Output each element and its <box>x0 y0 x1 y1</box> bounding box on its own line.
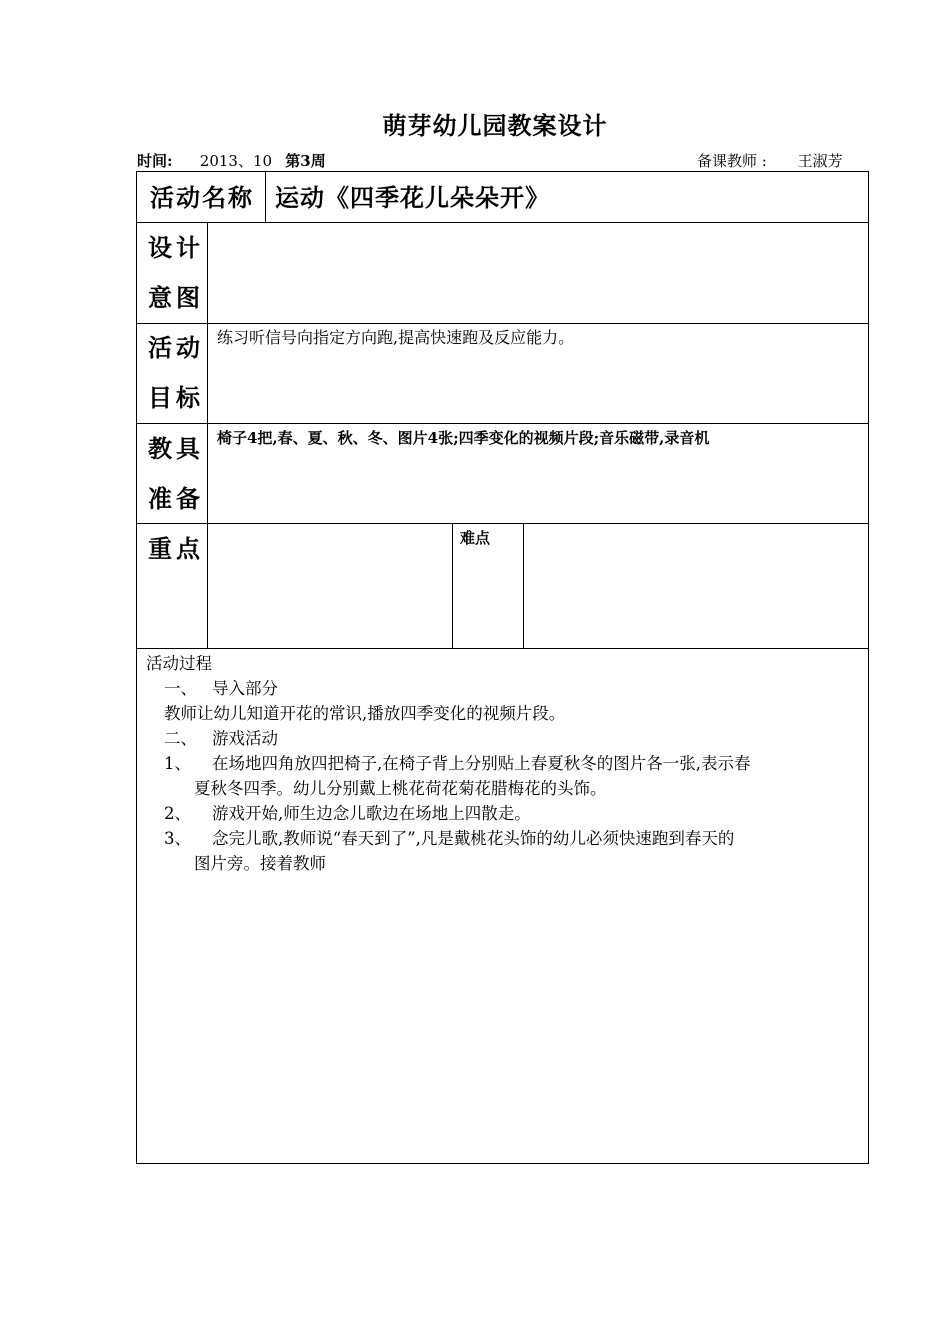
table-border-bottom <box>136 1163 869 1164</box>
teacher-label: 备课教师 : <box>697 152 767 170</box>
time-info <box>137 150 334 171</box>
difficulty-label: 难点 <box>460 529 491 547</box>
col-divider <box>452 523 453 649</box>
step-number: 3、 <box>164 829 191 848</box>
col-divider <box>265 171 266 223</box>
tools-value: 椅子4把,春、夏、秋、冬、图片4张;四季变化的视频片段;音乐磁带,录音机 <box>217 429 710 447</box>
tools-label-line2: 准备 <box>148 484 204 513</box>
section-title: 导入部分 <box>212 679 278 698</box>
table-border-top <box>136 171 869 172</box>
table-border-right <box>868 171 869 1164</box>
game-step-3 <box>146 826 862 851</box>
week-value: 第3周 <box>285 152 326 170</box>
game-step-1 <box>146 751 862 776</box>
teacher-name: 王淑芳 <box>797 152 843 170</box>
key-label-line: 重点 <box>148 534 204 563</box>
activity-process <box>146 651 862 876</box>
design-label-line2: 意图 <box>148 283 204 312</box>
game-step-1-continued: 夏秋冬四季。幼儿分别戴上桃花荷花菊花腊梅花的头饰。 <box>194 779 607 798</box>
activity-name-value: 运动《四季花儿朵朵开》 <box>275 183 550 212</box>
col-divider <box>207 222 208 649</box>
design-label-line1: 设计 <box>148 233 204 262</box>
section-import <box>146 676 862 701</box>
table-border-left <box>136 171 137 1164</box>
goal-label-line2: 目标 <box>148 383 204 412</box>
step-text: 游戏开始,师生边念儿歌边在场地上四散走。 <box>212 804 531 823</box>
row-divider <box>136 423 869 424</box>
section-number: 一、 <box>164 679 197 698</box>
goal-value: 练习听信号向指定方向跑,提高快速跑及反应能力。 <box>217 328 575 347</box>
row-divider <box>136 648 869 649</box>
step-number: 1、 <box>164 754 191 773</box>
game-step-3-continued: 图片旁。接着教师 <box>194 854 326 873</box>
col-divider <box>523 523 524 649</box>
activity-name-label: 活动名称 <box>150 183 254 212</box>
tools-label <box>148 424 204 524</box>
step-text: 在场地四角放四把椅子,在椅子背上分别贴上春夏秋冬的图片各一张,表示春 <box>212 754 751 773</box>
section-import-text: 教师让幼儿知道开花的常识,播放四季变化的视频片段。 <box>164 704 566 723</box>
row-divider <box>136 523 869 524</box>
game-step-2 <box>146 801 862 826</box>
design-intent-label <box>148 223 204 323</box>
row-divider <box>136 323 869 324</box>
step-number: 2、 <box>164 804 191 823</box>
teacher-info <box>697 150 843 171</box>
goal-label <box>148 323 204 423</box>
section-game <box>146 726 862 751</box>
time-value: 2013、10 <box>199 152 273 170</box>
page-title: 萌芽幼儿园教案设计 <box>382 111 608 140</box>
step-text: 念完儿歌,教师说“春天到了”,凡是戴桃花头饰的幼儿必须快速跑到春天的 <box>212 829 735 848</box>
tools-label-line1: 教具 <box>148 434 204 463</box>
row-divider <box>136 222 869 223</box>
section-title: 游戏活动 <box>212 729 278 748</box>
key-point-label <box>148 524 204 574</box>
time-label: 时间: <box>137 152 173 170</box>
goal-label-line1: 活动 <box>148 333 204 362</box>
process-heading: 活动过程 <box>146 654 212 673</box>
section-number: 二、 <box>164 729 197 748</box>
